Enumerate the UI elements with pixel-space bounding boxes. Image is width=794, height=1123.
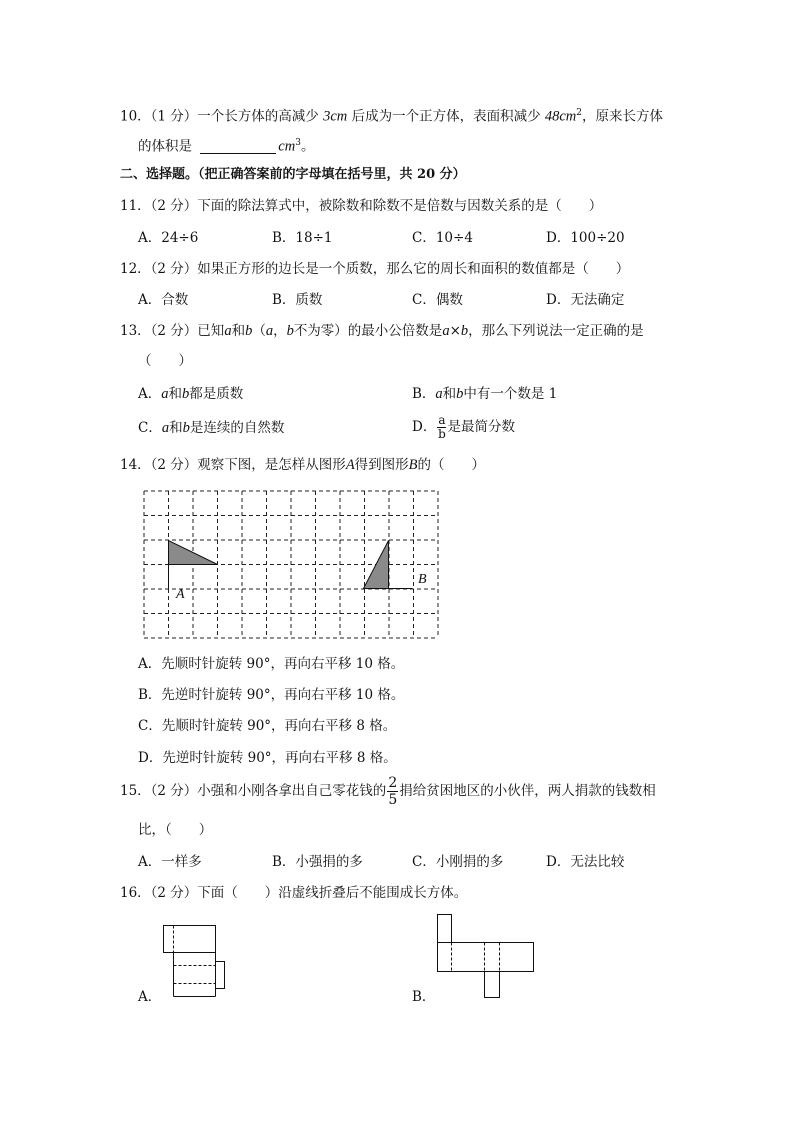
q11-option-b[interactable]: B．18÷1	[272, 230, 333, 246]
q15-stem	[120, 774, 656, 808]
q10-unit: cm	[278, 138, 296, 155]
q13-opt-d-text: 是最简分数	[447, 419, 515, 435]
q13-and: 和	[231, 323, 246, 339]
q14-option-b[interactable]: B．先逆时针旋转 90°，再向右平移 10 格。	[138, 687, 405, 703]
q13-var-a2: a	[265, 323, 274, 339]
q11-stem: 11．（2 分）下面的除法算式中，被除数和除数不是倍数与因数关系的是（ ）	[120, 198, 603, 214]
q13-option-b[interactable]	[412, 385, 557, 403]
q10-height-value: 3cm	[323, 108, 348, 125]
q16-option-b[interactable]: B．	[412, 989, 436, 1005]
q12-option-b[interactable]: B．质数	[272, 292, 323, 308]
q10-area-value: 48cm	[544, 108, 577, 125]
q10-text-c: ，原来长方体	[582, 108, 664, 125]
q13-option-c[interactable]	[138, 419, 284, 437]
q12-option-d[interactable]: D．无法确定	[546, 292, 625, 308]
q13-opt-a-label: A．	[138, 386, 162, 402]
q14-text-c: 的（ ）	[417, 457, 486, 473]
q14-text-b: 得到图形	[354, 457, 409, 473]
q13-text-a: 13．（2 分）已知	[120, 323, 225, 339]
q13-opt-b-var-b: b	[456, 386, 464, 402]
q13-var-b: b	[245, 323, 253, 339]
q10-text-d: 的体积是	[138, 138, 192, 155]
q10-line2	[138, 134, 314, 156]
q15-line2: 比，（ ）	[138, 822, 213, 838]
q13-opt-c-label: C．	[138, 420, 162, 436]
q13-opt-a-and: 和	[168, 386, 182, 402]
q13-opt-b-label: B．	[412, 386, 436, 402]
q13-notzero: 不为零）的最小公倍数是	[293, 323, 443, 339]
q14-option-c[interactable]: C．先顺时针旋转 90°，再向右平移 8 格。	[138, 718, 397, 734]
q13-var-a3: a	[442, 323, 450, 339]
q14-label-b: B	[418, 572, 427, 587]
q15-frac-den: 5	[388, 792, 398, 808]
q13-stem	[120, 322, 644, 340]
q10-sup2: 2	[576, 108, 583, 118]
q13-opt-d-label: D．	[412, 419, 437, 435]
q15-fraction	[387, 775, 398, 808]
q10-line1	[120, 104, 663, 126]
q10-text-b: 后成为一个正方体，表面积减少	[351, 108, 541, 125]
q14-grid-figure	[140, 486, 442, 640]
q13-times: ×	[449, 323, 461, 339]
q13-opt-d-fraction	[437, 414, 446, 441]
q13-paren: （	[252, 323, 266, 339]
q14-text-a: 14．（2 分）观察下图，是怎样从图形	[120, 457, 346, 473]
q16-net-a	[158, 920, 230, 1002]
q13-option-d[interactable]	[412, 412, 515, 442]
q10-text-a: 10．（1 分）一个长方体的高减少	[120, 108, 319, 125]
q15-text-b: 捐给贫困地区的小伙伴，两人捐款的钱数相	[399, 783, 656, 799]
q12-option-c[interactable]: C．偶数	[412, 292, 463, 308]
q13-option-a[interactable]	[138, 385, 243, 403]
q13-opt-c-var-b: b	[182, 420, 190, 436]
q14-triangle-b	[364, 541, 389, 589]
q16-option-a[interactable]: A．	[138, 989, 162, 1005]
q15-option-c[interactable]: C．小刚捐的多	[412, 854, 504, 870]
q11-option-a[interactable]: A．24÷6	[138, 230, 199, 246]
q12-option-a[interactable]: A．合数	[138, 292, 189, 308]
q15-frac-num: 2	[388, 775, 398, 791]
section2-title: 二、选择题。（把正确答案前的字母填在括号里，共 20 分）	[120, 167, 466, 182]
q10-sup3: 3	[295, 138, 301, 148]
q14-stem	[120, 456, 485, 474]
q15-option-b[interactable]: B．小强捐的多	[272, 854, 363, 870]
q16-net-b	[432, 910, 538, 1002]
q13-var-a: a	[224, 323, 232, 339]
q13-comma: ，	[273, 323, 287, 339]
q13-var-b3: b	[460, 323, 469, 339]
q13-opt-a-text: 都是质数	[189, 386, 244, 402]
q10-period: 。	[300, 138, 315, 155]
q13-answer-paren: （ ）	[138, 353, 192, 369]
q13-opt-a-var-a: a	[161, 386, 169, 402]
q13-text-end: ，那么下列说法一定正确的是	[468, 323, 644, 339]
q14-stem-label-b: B	[408, 457, 418, 473]
q13-opt-b-var-a: a	[435, 386, 443, 402]
q15-option-d[interactable]: D．无法比较	[546, 854, 625, 870]
q14-option-d[interactable]: D．先逆时针旋转 90°，再向右平移 8 格。	[138, 750, 397, 766]
q13-opt-c-text: 是连续的自然数	[189, 420, 285, 436]
q14-triangle-a	[169, 541, 218, 565]
q13-opt-d-num: a	[438, 413, 446, 427]
q14-stem-label-a: A	[345, 457, 355, 473]
q15-text-a: 15．（2 分）小强和小刚各拿出自己零花钱的	[120, 783, 387, 799]
q10-answer-blank[interactable]	[200, 139, 276, 154]
q13-opt-d-den: b	[438, 427, 446, 441]
q16-stem: 16．（2 分）下面（ ）沿虚线折叠后不能围成长方体。	[120, 885, 468, 901]
q13-opt-c-and: 和	[169, 420, 183, 436]
q13-opt-c-var-a: a	[161, 420, 170, 436]
q14-option-a[interactable]: A．先顺时针旋转 90°，再向右平移 10 格。	[138, 656, 405, 672]
q11-option-d[interactable]: D．100÷20	[546, 230, 625, 246]
q12-stem: 12．（2 分）如果正方形的边长是一个质数，那么它的周长和面积的数值都是（ ）	[120, 261, 630, 277]
q13-opt-b-text: 中有一个数是 1	[463, 386, 558, 402]
q13-opt-a-var-b: b	[182, 386, 190, 402]
q11-option-c[interactable]: C．10÷4	[412, 230, 473, 246]
q15-option-a[interactable]: A．一样多	[138, 854, 202, 870]
q14-label-a: A	[176, 587, 185, 602]
q13-var-b2: b	[286, 323, 294, 339]
q13-opt-b-and: 和	[442, 386, 457, 402]
